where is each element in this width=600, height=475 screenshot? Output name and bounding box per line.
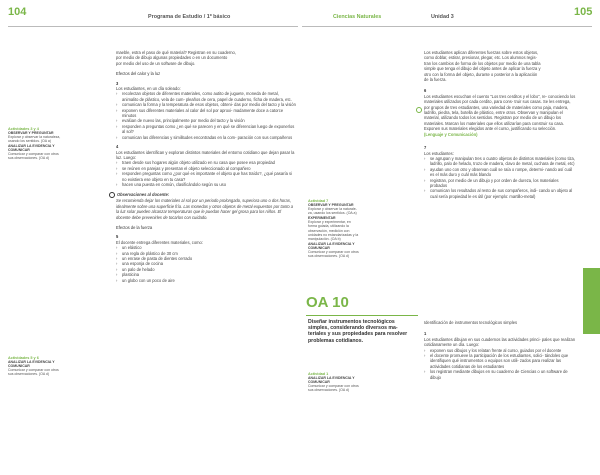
sidebar-line: OBSERVAR Y PREGUNTAR — [308, 203, 354, 207]
left-page-number: 104 — [8, 6, 27, 18]
list-item: › los registran mediante dibujos en su cuaderno de Ciencias o un software de dibujo — [430, 369, 576, 380]
sidebar-line: Explorar y observar la naturale- — [308, 207, 357, 211]
activity-6-number: 6 — [424, 88, 427, 94]
intro-line: otro con la forma del objeto, durante o posterior a la aplicación — [424, 71, 538, 77]
activity-4-number: 4 — [116, 144, 119, 150]
list-item: › un elástico — [122, 245, 296, 250]
list-item: › exponen sus dibujos y los relatan frente al curso, guiados por el docente — [430, 348, 576, 353]
activity-4-intro: Los estudiantes identifican y exploran distintos materiales del entorno cotidiano que dejan pasar la luz. Luego: — [116, 149, 295, 160]
sidebar-title: Actividad 1 — [308, 372, 329, 376]
sidebar-line: Explorar y observar la naturaleza, — [8, 135, 61, 139]
list-item: › recolectan objetos de diferentes materiales, como autito de juguete, moneda de metal, animalito de plástico, vela de cum- pleaños de cera, papel de cuaderno, ficha de madera, etc. — [122, 91, 296, 102]
sidebar-line: COMUNICAR — [8, 147, 30, 152]
sidebar-line: usando los sentidos. (OA a) — [8, 139, 51, 144]
sidebar-line: ANALIZAR LA EVIDENCIA Y — [308, 376, 355, 380]
sidebar-title: Actividad 7 — [308, 199, 329, 203]
activity-6-tag: (Lenguaje y Comunicación) — [424, 131, 478, 137]
right-lower-column — [424, 320, 576, 380]
list-item: › plasticina — [122, 272, 296, 277]
intro-line: maeble, estra el paso de qué material? Registran en su cuaderno, — [116, 50, 236, 55]
program-title: Programa de Estudio / 1º básico — [148, 14, 231, 20]
sidebar-line: ANALIZAR LA EVIDENCIA Y — [8, 143, 55, 148]
sidebar-line: Comunicar y comparar con otros — [308, 249, 359, 254]
activity-3-number: 3 — [116, 80, 119, 86]
sidebar-line: COMUNICAR — [8, 364, 30, 368]
note-icon — [109, 192, 115, 198]
list-item: › el docente promueve la participación de los estudiantes, solici- tándoles que identifiquen qué instrumentos o equipos son utili- zados para realizar las actividades cotidianas de los estudiantes — [430, 353, 576, 369]
activity-7-number: 7 — [424, 145, 427, 151]
sidebar-title: Actividades 3 y 4 — [8, 127, 39, 131]
activity-6-body: Los estudiantes escuchan el cuento "Los tres cerditos y el lobo", re- conociendo los materiales utilizados por cada cerdito, para cons- truir sus casas. Se les entrega, por grupos de tres estudiantes, una variedad de materiales como paja, madera, ladrillo, piedra, tela, botella de plástico, entre otros. Observan y manipulan el material, utilizando todos los sentidos. Registran por medio de un dibujo los materiales. Marcan los materiales que ellos utilizarían para construir su casa. Exponen sus materiales elegidos ante el curso, justificando su selección. — [424, 93, 576, 132]
list-item: › un globo con un poco de aire — [122, 278, 296, 283]
activity-1-number: 1 — [424, 331, 427, 337]
intro-line: Los estudiantes aplican diferentes fuerzas sobre estos objetos, — [424, 50, 539, 55]
sidebar-line: Comunicar y comparar con otros — [308, 384, 359, 388]
activity-5-number: 5 — [116, 234, 119, 240]
sidebar-title: Actividades 5 y 6 — [8, 356, 39, 360]
list-item: › se reúnen en parejas y presentan el objeto seleccionado al compañero — [122, 166, 296, 171]
sidebar-line: sus observaciones. (OA d) — [8, 372, 50, 377]
list-item: › traen desde sus hogares algún objeto utilizado en su casa que posee esa propiedad — [122, 160, 296, 165]
sidebar-line: manipulación. (OA b) — [308, 237, 341, 242]
sidebar-line: sus observaciones. (OA d) — [8, 156, 50, 161]
sidebar-line: EXPERIMENTAR — [308, 215, 336, 220]
activity-4-list — [116, 160, 296, 187]
oa-description: Diseñar instrumentos tecnológicos simples, considerando diversos ma- teriales y sus propiedades para resolver problemas cotidianos. — [308, 319, 408, 344]
sidebar-line: Comunicar y comparar con otros — [8, 368, 59, 372]
list-item: › comunican las diferencias y similitudes encontradas en la com- paración con sus compañeros — [122, 135, 296, 140]
activity-7-intro: Los estudiantes: — [424, 150, 454, 156]
sidebar-line: unidades no estandarizadas y la — [308, 233, 359, 238]
list-item: › hacen una puesta en común, clasificándolo según su uso — [122, 182, 296, 187]
right-intro — [424, 50, 576, 199]
sidebar-line: OBSERVAR Y PREGUNTAR — [8, 131, 54, 135]
left-sidebar-block-2 — [8, 356, 108, 377]
teacher-note-title: Observaciones al docente: — [117, 192, 170, 198]
list-item: › evalúan de nuevo las, principalmente por medio del tacto y la visión — [122, 118, 296, 123]
list-item: › ayudan uno con otro y observan cuál se raía o rompe, determi- nando así cuál es el más duro y cuál más blando — [430, 167, 576, 178]
activity-5-list — [116, 245, 296, 283]
header-rule-left — [8, 26, 298, 27]
intro-line: simple que tenga el dibujo del objeto antes de aplicar la fuerza y — [424, 66, 541, 72]
activity-1-intro: Los estudiantes dibujan en sus cuadernos las actividades princi- pales que realizan cotidianamente un día. Luego: — [424, 336, 576, 348]
list-item: › una regla de plástico de 30 cm — [122, 251, 296, 256]
oa-rule — [306, 315, 418, 316]
section-title-heat-light: Efectos del calor y la luz — [116, 71, 161, 77]
left-sidebar-block-1 — [8, 127, 108, 161]
sidebar-line: sus observaciones. (OA d) — [308, 254, 350, 259]
section-title-force: Efectos de la fuerza — [116, 224, 153, 230]
sidebar-line: COMUNICAR — [308, 245, 330, 250]
list-item: › un palo de helado — [122, 267, 296, 272]
activity-1-list — [424, 348, 576, 380]
teacher-note-body: Se recomienda dejar los materiales al sol por un periodo prolongado, superiora uno o dos horas, idealmente sobre una superficie fría. Las monedas y otros objetos de metal expuestos por tanto a la luz solar pueden alcanzar temperaturas que le puedan hacer gel grosa para los niños. El docente debe prevenirles de tocarlos con cuidado. — [116, 198, 294, 220]
oa-section-title: Identificación de instrumentos tecnológicos simples — [424, 320, 518, 325]
list-item: › responden a preguntas como ¿en qué se parecen y en qué se diferencian luego de exponerlos al sol? — [122, 124, 296, 135]
intro-line: de la fuerza. — [424, 77, 447, 83]
sidebar-line: ANALIZAR LA EVIDENCIA Y — [308, 241, 355, 246]
right-page-number: 105 — [574, 6, 593, 18]
sidebar-line: ANALIZAR LA EVIDENCIA Y — [8, 360, 55, 364]
intro-line: como doblar, estirar, presionar, plegar, etc. Los alumnos regis- — [424, 55, 537, 61]
header-rule-right — [302, 26, 592, 27]
marker-icon — [416, 107, 422, 113]
activity-7-list — [424, 156, 576, 199]
oa-label: OA 10 — [306, 294, 349, 311]
sidebar-line: COMUNICAR — [308, 380, 330, 384]
unit-title: Unidad 3 — [431, 14, 454, 20]
subject-title: Ciencias Naturales — [333, 14, 382, 20]
right-sidebar-block-1 — [308, 199, 408, 259]
list-item: › un enrase de pasta de dientes cerrado — [122, 256, 296, 261]
sidebar-line: forma guiada, utilizando la — [308, 224, 349, 229]
list-item: › una esponja de cocina — [122, 261, 296, 266]
list-item: › registran, por medio de un dibujo y por orden de dureza, los materiales probados — [430, 178, 576, 189]
sidebar-line: sus observaciones. (OA d) — [308, 388, 350, 393]
intro-line: tran los cambios de forma de los objetos por medio de una tabla — [424, 60, 541, 66]
activity-3-list — [116, 91, 296, 140]
intro-line: por medio de dibujo algunas propiedades o en un documento — [116, 55, 228, 61]
left-main-column — [116, 50, 296, 283]
activity-3-intro: Los estudiantes, en un día soleado: — [116, 86, 181, 92]
sidebar-line: Explorar y experimentar, en — [308, 219, 351, 224]
list-item: › comunican la forma y la temperatura de esos objetos, obteni- das por medio del tacto y la visión — [122, 102, 296, 107]
list-item: › se agrupan y manipulan tres o cuatro objetos de distintos materiales (como tiza, ladrillo, palo de helado, trozo de madera, clavo de metal, cuchara de metal, etc) — [430, 156, 576, 167]
list-item: › responden preguntas como ¿por qué es importante el objeto que has traído?, ¿qué pasaría si no existiera ese objeto en tu casa? — [122, 171, 296, 182]
list-item: › comunican los resultados al resto de sus compañeros, indi- cando un objeto al cual sería propiedad le es útil (por ejemplo: martillo-metal) — [430, 188, 576, 199]
right-sidebar-block-2 — [308, 372, 408, 393]
sidebar-line: Comunicar y comparar con otros — [8, 151, 59, 156]
sidebar-line: observación, medición con — [308, 228, 350, 233]
unit-side-tab — [583, 268, 600, 334]
sidebar-line: za, usando los sentidos. (OA a) — [308, 211, 357, 216]
list-item: › exponen sus diferentes materiales al calor del sol por aproxi- madamente doce a catorce minutos — [122, 108, 296, 119]
activity-5-intro: El docente entrega diferentes materiales, como: — [116, 239, 203, 245]
intro-line: por medio del uso de un software de dibujo. — [116, 60, 196, 66]
